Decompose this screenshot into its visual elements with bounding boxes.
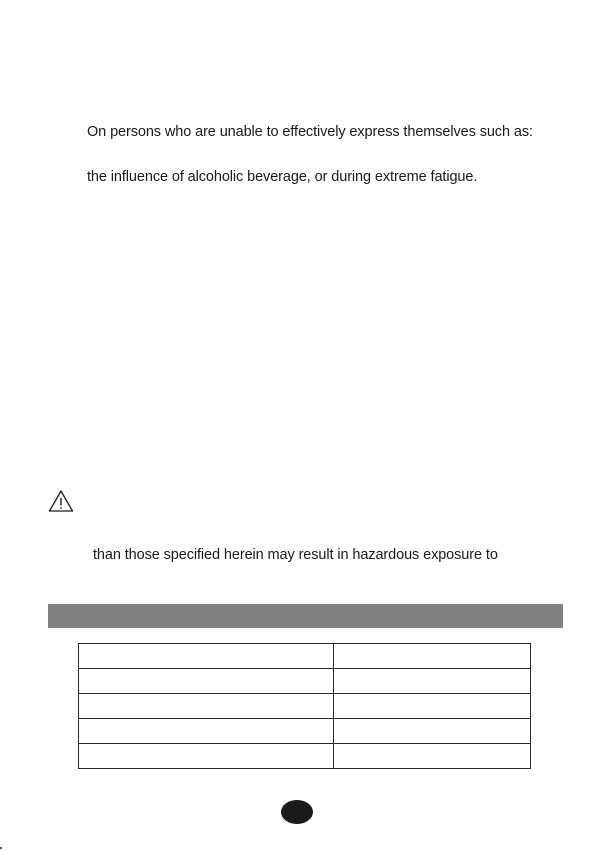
- table-cell: [79, 694, 334, 719]
- table-cell: [334, 644, 531, 669]
- table-cell: [334, 694, 531, 719]
- section-header-bar: [48, 604, 563, 628]
- table-row: [79, 694, 531, 719]
- table-row: [79, 669, 531, 694]
- table-row: [79, 744, 531, 769]
- table-cell: [334, 719, 531, 744]
- warning-text-line: than those specified herein may result in hazardous exposure to: [93, 547, 498, 563]
- table-row: [79, 719, 531, 744]
- table-cell: [79, 669, 334, 694]
- warning-triangle-icon: [48, 489, 74, 513]
- body-text-line: the influence of alcoholic beverage, or during extreme fatigue.: [87, 169, 478, 185]
- table-cell: [79, 719, 334, 744]
- corner-mark: [0, 847, 2, 849]
- body-text-line: On persons who are unable to effectively express themselves such as:: [87, 124, 533, 140]
- table-row: [79, 644, 531, 669]
- page-number-badge: [281, 800, 313, 824]
- table-cell: [334, 669, 531, 694]
- table-cell: [334, 744, 531, 769]
- table-cell: [79, 644, 334, 669]
- spec-table: [78, 643, 531, 769]
- table-cell: [79, 744, 334, 769]
